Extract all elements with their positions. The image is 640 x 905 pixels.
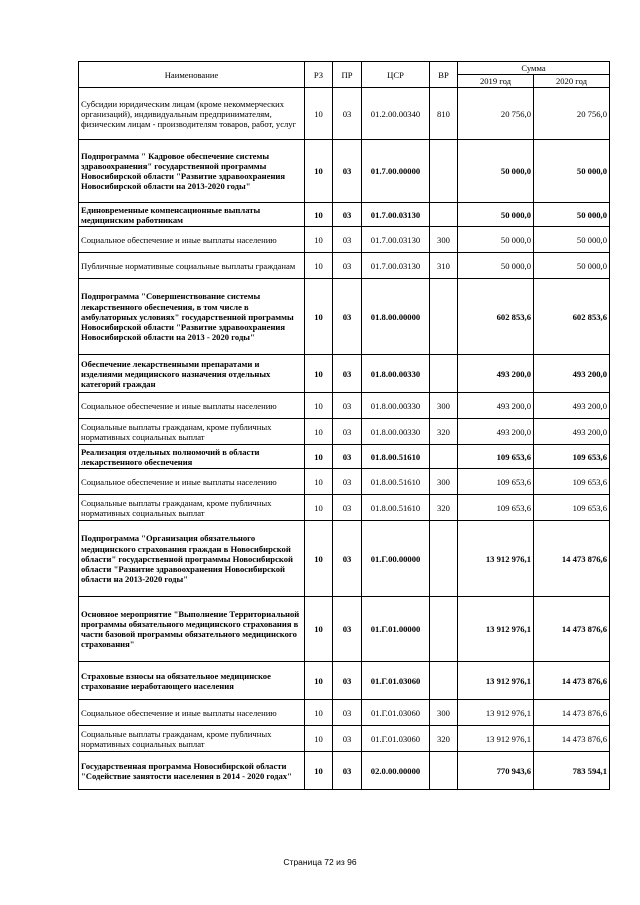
cell-2020: 50 000,0 <box>534 253 610 279</box>
table-row <box>79 140 610 203</box>
cell-vr: 810 <box>430 88 458 140</box>
cell-2020: 493 200,0 <box>534 393 610 419</box>
cell-vr: 320 <box>430 495 458 521</box>
cell-2019: 109 653,6 <box>458 445 534 469</box>
cell-pr: 03 <box>333 469 362 495</box>
header-2020: 2020 год <box>534 75 610 88</box>
cell-name: Социальные выплаты гражданам, кроме публичных нормативных социальных выплат <box>79 419 305 445</box>
cell-name: Социальное обеспечение и иные выплаты населению <box>79 393 305 419</box>
cell-2020: 14 473 876,6 <box>534 521 610 597</box>
table-row <box>79 752 610 790</box>
cell-pr: 03 <box>333 700 362 726</box>
cell-csr: 01.8.00.51610 <box>362 469 430 495</box>
cell-pr: 03 <box>333 227 362 253</box>
cell-vr: 300 <box>430 227 458 253</box>
cell-rz: 10 <box>305 662 333 700</box>
cell-pr: 03 <box>333 495 362 521</box>
cell-pr: 03 <box>333 419 362 445</box>
cell-2020: 50 000,0 <box>534 227 610 253</box>
cell-2019: 50 000,0 <box>458 203 534 227</box>
cell-2019: 13 912 976,1 <box>458 662 534 700</box>
cell-2019: 13 912 976,1 <box>458 700 534 726</box>
cell-rz: 10 <box>305 726 333 752</box>
cell-pr: 03 <box>333 521 362 597</box>
cell-csr: 02.0.00.00000 <box>362 752 430 790</box>
cell-csr: 01.8.00.51610 <box>362 495 430 521</box>
cell-csr: 01.Г.01.00000 <box>362 597 430 662</box>
cell-rz: 10 <box>305 752 333 790</box>
cell-vr <box>430 203 458 227</box>
cell-2019: 13 912 976,1 <box>458 597 534 662</box>
cell-rz: 10 <box>305 445 333 469</box>
cell-vr <box>430 279 458 355</box>
cell-vr <box>430 445 458 469</box>
header-rz: РЗ <box>305 62 333 88</box>
cell-vr: 310 <box>430 253 458 279</box>
cell-rz: 10 <box>305 253 333 279</box>
cell-name: Публичные нормативные социальные выплаты гражданам <box>79 253 305 279</box>
cell-pr: 03 <box>333 726 362 752</box>
cell-pr: 03 <box>333 393 362 419</box>
cell-vr: 320 <box>430 726 458 752</box>
cell-2020: 14 473 876,6 <box>534 700 610 726</box>
table-row <box>79 279 610 355</box>
cell-name: Единовременные компенсационные выплаты медицинским работникам <box>79 203 305 227</box>
cell-name: Социальное обеспечение и иные выплаты населению <box>79 227 305 253</box>
cell-csr: 01.8.00.51610 <box>362 445 430 469</box>
cell-pr: 03 <box>333 203 362 227</box>
cell-rz: 10 <box>305 203 333 227</box>
cell-rz: 10 <box>305 495 333 521</box>
cell-name: Подпрограмма "Организация обязательного медицинского страхования граждан в Новосибирской области" государственной программы Новосибирской области "Развитие здравоохранения Новосибирской области на 2013-2020 годы" <box>79 521 305 597</box>
table-row <box>79 521 610 597</box>
table-row <box>79 495 610 521</box>
cell-name: Социальные выплаты гражданам, кроме публичных нормативных социальных выплат <box>79 726 305 752</box>
cell-vr <box>430 140 458 203</box>
cell-2019: 109 653,6 <box>458 495 534 521</box>
cell-pr: 03 <box>333 752 362 790</box>
cell-csr: 01.Г.01.03060 <box>362 662 430 700</box>
cell-csr: 01.Г.00.00000 <box>362 521 430 597</box>
cell-pr: 03 <box>333 662 362 700</box>
cell-csr: 01.Г.01.03060 <box>362 700 430 726</box>
cell-csr: 01.8.00.00330 <box>362 419 430 445</box>
cell-rz: 10 <box>305 279 333 355</box>
cell-csr: 01.7.00.00000 <box>362 140 430 203</box>
cell-csr: 01.Г.01.03060 <box>362 726 430 752</box>
cell-vr <box>430 662 458 700</box>
cell-csr: 01.7.00.03130 <box>362 227 430 253</box>
cell-pr: 03 <box>333 445 362 469</box>
table-row <box>79 700 610 726</box>
cell-pr: 03 <box>333 279 362 355</box>
cell-vr <box>430 355 458 393</box>
cell-name: Подпрограмма " Кадровое обеспечение системы здравоохранения" государственной программы Новосибирской области "Развитие здравоохранения Новосибирской области на 2013-2020 годы" <box>79 140 305 203</box>
cell-2020: 109 653,6 <box>534 469 610 495</box>
cell-rz: 10 <box>305 227 333 253</box>
cell-2020: 602 853,6 <box>534 279 610 355</box>
cell-2020: 109 653,6 <box>534 445 610 469</box>
cell-rz: 10 <box>305 419 333 445</box>
header-csr: ЦСР <box>362 62 430 88</box>
cell-rz: 10 <box>305 393 333 419</box>
page-number: Страница 72 из 96 <box>283 857 357 867</box>
cell-2019: 50 000,0 <box>458 253 534 279</box>
cell-2019: 50 000,0 <box>458 140 534 203</box>
table-row <box>79 253 610 279</box>
table-row <box>79 662 610 700</box>
cell-2020: 14 473 876,6 <box>534 726 610 752</box>
cell-2019: 493 200,0 <box>458 393 534 419</box>
table-row <box>79 419 610 445</box>
cell-name: Социальное обеспечение и иные выплаты населению <box>79 469 305 495</box>
cell-2020: 50 000,0 <box>534 140 610 203</box>
cell-2020: 14 473 876,6 <box>534 597 610 662</box>
cell-2019: 770 943,6 <box>458 752 534 790</box>
cell-2019: 493 200,0 <box>458 419 534 445</box>
cell-csr: 01.8.00.00000 <box>362 279 430 355</box>
cell-csr: 01.8.00.00330 <box>362 393 430 419</box>
table-header <box>79 62 610 88</box>
cell-name: Реализация отдельных полномочий в области лекарственного обеспечения <box>79 445 305 469</box>
cell-csr: 01.8.00.00330 <box>362 355 430 393</box>
cell-rz: 10 <box>305 700 333 726</box>
table-row <box>79 445 610 469</box>
header-vr: ВР <box>430 62 458 88</box>
cell-vr: 300 <box>430 469 458 495</box>
cell-vr: 300 <box>430 700 458 726</box>
cell-rz: 10 <box>305 597 333 662</box>
cell-2020: 20 756,0 <box>534 88 610 140</box>
cell-rz: 10 <box>305 140 333 203</box>
cell-2020: 783 594,1 <box>534 752 610 790</box>
table-row <box>79 469 610 495</box>
cell-pr: 03 <box>333 88 362 140</box>
cell-2019: 13 912 976,1 <box>458 521 534 597</box>
cell-vr: 300 <box>430 393 458 419</box>
cell-name: Социальное обеспечение и иные выплаты населению <box>79 700 305 726</box>
cell-name: Субсидии юридическим лицам (кроме некоммерческих организаций), индивидуальным предпринимателям, физическим лицам - производителям товаров, работ, услуг <box>79 88 305 140</box>
cell-csr: 01.7.00.03130 <box>362 203 430 227</box>
table-row <box>79 355 610 393</box>
budget-table <box>78 61 610 790</box>
cell-rz: 10 <box>305 469 333 495</box>
cell-2020: 14 473 876,6 <box>534 662 610 700</box>
cell-2020: 493 200,0 <box>534 355 610 393</box>
table-body <box>79 88 610 790</box>
cell-rz: 10 <box>305 521 333 597</box>
cell-name: Основное мероприятие "Выполнение Территориальной программы обязательного медицинского страхования в части базовой программы обязательного медицинского страхования" <box>79 597 305 662</box>
table-row <box>79 203 610 227</box>
table-row <box>79 597 610 662</box>
cell-name: Подпрограмма "Совершенствование системы лекарственного обеспечения, в том числе в амбулаторных условиях" государственной программы Новосибирской области "Развитие здравоохранения Новосибирской области на 2013 - 2020 годы" <box>79 279 305 355</box>
cell-2019: 50 000,0 <box>458 227 534 253</box>
table-row <box>79 227 610 253</box>
cell-vr: 320 <box>430 419 458 445</box>
cell-2020: 493 200,0 <box>534 419 610 445</box>
header-sum: Сумма <box>458 62 610 75</box>
cell-name: Государственная программа Новосибирской области "Содействие занятости населения в 2014 - 2020 годах" <box>79 752 305 790</box>
cell-pr: 03 <box>333 355 362 393</box>
table-row <box>79 88 610 140</box>
cell-vr <box>430 752 458 790</box>
cell-name: Социальные выплаты гражданам, кроме публичных нормативных социальных выплат <box>79 495 305 521</box>
cell-csr: 01.7.00.03130 <box>362 253 430 279</box>
cell-pr: 03 <box>333 253 362 279</box>
cell-2020: 50 000,0 <box>534 203 610 227</box>
cell-name: Страховые взносы на обязательное медицинское страхование неработающего населения <box>79 662 305 700</box>
header-name: Наименование <box>79 62 305 88</box>
cell-2019: 493 200,0 <box>458 355 534 393</box>
cell-2019: 20 756,0 <box>458 88 534 140</box>
cell-rz: 10 <box>305 355 333 393</box>
table-row <box>79 393 610 419</box>
cell-rz: 10 <box>305 88 333 140</box>
cell-vr <box>430 521 458 597</box>
header-pr: ПР <box>333 62 362 88</box>
cell-vr <box>430 597 458 662</box>
cell-pr: 03 <box>333 140 362 203</box>
cell-csr: 01.2.00.00340 <box>362 88 430 140</box>
cell-pr: 03 <box>333 597 362 662</box>
header-2019: 2019 год <box>458 75 534 88</box>
cell-2019: 602 853,6 <box>458 279 534 355</box>
cell-2019: 109 653,6 <box>458 469 534 495</box>
cell-2020: 109 653,6 <box>534 495 610 521</box>
cell-name: Обеспечение лекарственными препаратами и изделиями медицинского назначения отдельных категорий граждан <box>79 355 305 393</box>
table-row <box>79 726 610 752</box>
cell-2019: 13 912 976,1 <box>458 726 534 752</box>
